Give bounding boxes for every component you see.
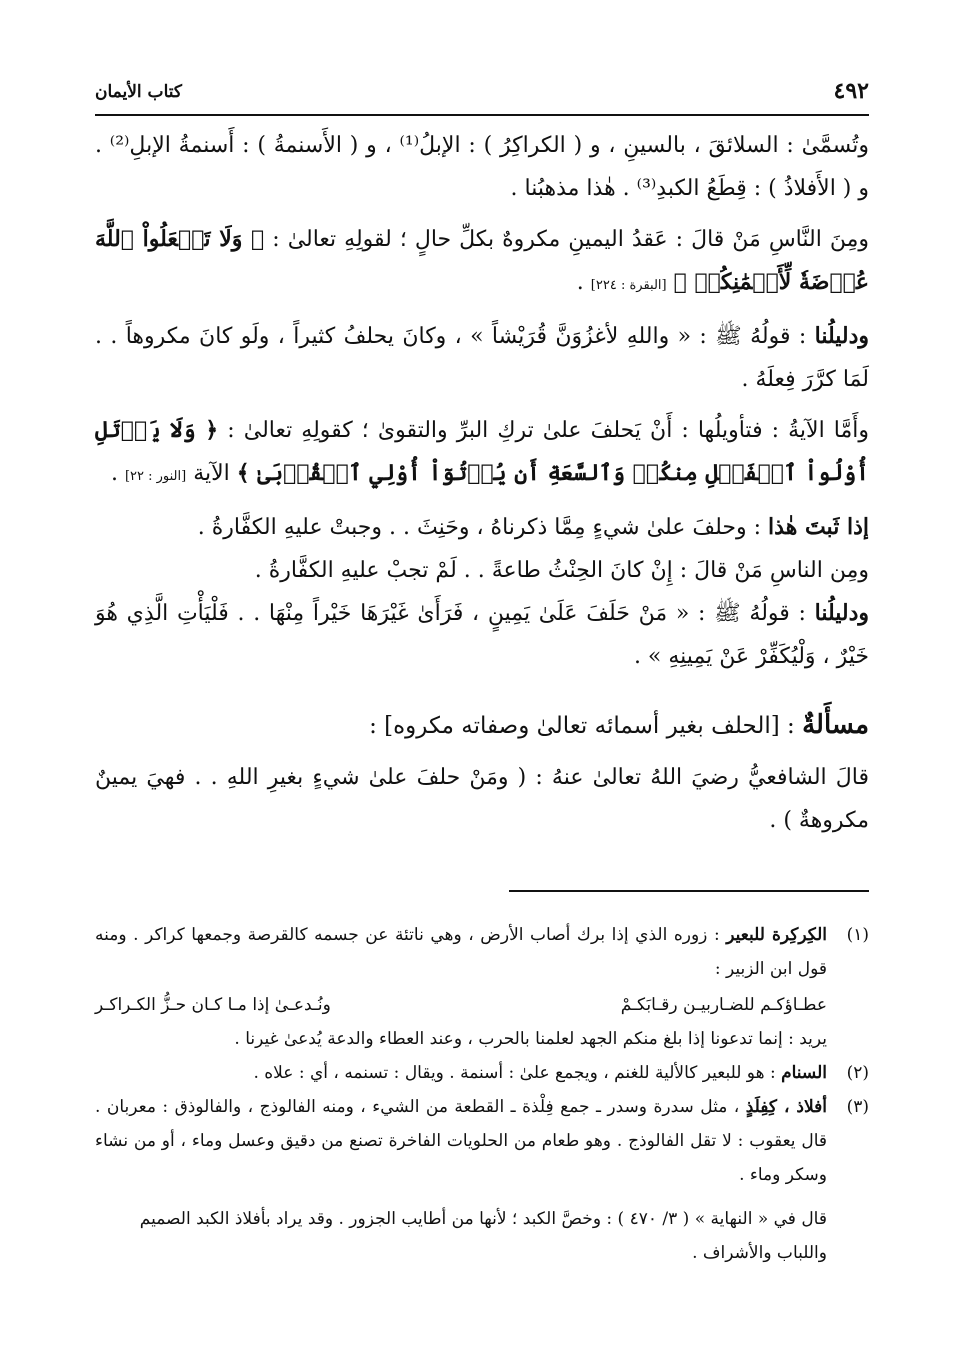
footnote-3-term: أفلاذ ، كِفِلَذٍ <box>745 1097 827 1117</box>
paragraph-4-after: الآية <box>186 461 237 486</box>
paragraph-4 <box>95 409 869 498</box>
paragraph-1-text: وتُسمَّىٰ : السلائقَ ، بالسينِ ، و ( الكراكِرُ ) : الإبلُ⁽¹⁾ ، و ( الأَسنمةُ ) : أَسنمةُ الإبلِ⁽²⁾ . و ( الأَفلاذُ ) : قِطَعُ الكبدِ⁽³⁾ . هٰذا مذهبُنا . <box>95 133 869 201</box>
verse-hemistich-1: عطـاؤكـم للضـاربيـن رقـابَكـمْ <box>620 995 827 1015</box>
paragraph-7-label: ودليلُنا <box>814 600 869 626</box>
footnote-2-term: السنام <box>781 1063 827 1083</box>
paragraph-3-label: ودليلُنا <box>814 323 869 349</box>
paragraph-7-text: : قولُهُ ﷺ : « مَنْ حَلَفَ عَلَىٰ يَمِينٍ ، فَرَأَىٰ غَيْرَهَا خَيْراً مِنْهَا . . فَلْيَأْتِ الَّذِي هُوَ خَيْرٌ ، وَلْيُكَفِّرْ عَنْ يَمِينِهِ » . <box>95 601 869 669</box>
paragraph-4-end: . <box>110 461 125 486</box>
verse-hemistich-2: ونُـدعـىٰ إذا مـا كـان حـزُّ الكـراكـر <box>95 995 331 1015</box>
paragraph-7 <box>95 592 869 678</box>
paragraph-6 <box>95 549 869 592</box>
footnote-1-body <box>95 918 827 986</box>
paragraph-5-text: : وحلفَ علىٰ شيءٍ مِمَّا ذكرناهُ ، وحَنِثَ . . وجبتْ عليهِ الكفَّارةُ . <box>197 515 769 540</box>
running-title: كتاب الأيمان <box>95 82 182 102</box>
paragraph-2-text: ومِنَ النَّاسِ مَنْ قالَ : عَقدُ اليمينِ مكروهٌ بكلِّ حالٍ ؛ لقولِهِ تعالىٰ : <box>272 227 869 252</box>
paragraph-2-end: . <box>576 270 591 295</box>
quran-verse-2: ﴿ وَلَا يَأۡتَلِ أُوْلُواْ ٱلۡفَضۡلِ مِنكُمۡ وَٱلسَّعَةِ أَن يُؤۡتُوٓاْ أُوْلِي ٱلۡقُرۡبَىٰ ﴾ <box>95 417 869 486</box>
masala-label: مسأَلةٌ <box>802 710 869 740</box>
masala-text: قالَ الشافعيُّ رضيَ اللهُ تعالىٰ عنهُ : ( ومَنْ حلفَ علىٰ شيءٍ بغيرِ اللهِ . . فهيَ يمينٌ مكروهةٌ ) . <box>95 765 869 833</box>
page-header <box>95 78 869 112</box>
header-rule <box>95 114 869 116</box>
footnote-3-body <box>95 1090 827 1192</box>
footnote-2-number: (٢) <box>846 1063 869 1083</box>
paragraph-1 <box>95 124 869 210</box>
paragraph-3-text: : قولُهُ ﷺ : « واللهِ لأغزُوَنَّ قُرَيْشاً » ، وكانَ يحلفُ كثيراً ، ولَو كانَ مكروهاً . . لَمَا كرَّرَ فِعلَهُ . <box>95 324 869 392</box>
footnote-1 <box>95 918 869 986</box>
footnote-1-term: الكِركِرة للبعير <box>726 925 827 945</box>
footnote-2-body <box>95 1056 827 1090</box>
masala-paragraph <box>95 756 869 842</box>
paragraph-6-text: ومِن الناسِ مَنْ قالَ : إِنْ كانَ الحِنْثُ طاعةً . . لَمْ تجبْ عليهِ الكفَّارةُ . <box>254 558 869 583</box>
footnote-2-text: : هو للبعير كالألية للغنم ، ويجمع علىٰ : أسنمة . ويقال : تسنمه ، أي : علاه . <box>253 1063 782 1083</box>
footnote-2 <box>95 1056 869 1090</box>
paragraph-2 <box>95 218 869 307</box>
masala-title: : [الحلف بغير أسمائه تعالىٰ وصفاته مكروه] : <box>369 713 803 739</box>
verse-reference-1: [البقرة : ٢٢٤] <box>590 278 667 293</box>
masala-heading <box>95 704 869 748</box>
footnote-1-explanation: يريد : إنما تدعونا إذا بلغ منكم الجهد لعلمنا بالحرب ، وعند العطاء والدعة يُدعىٰ غيرنا . <box>234 1029 827 1049</box>
paragraph-4-text: وأَمَّا الآيةُ : فتأويلُها : أَنْ يَحلفَ علىٰ تركِ البرِّ والتقوىٰ ؛ كقولِهِ تعالىٰ : <box>227 418 869 443</box>
main-text <box>95 124 869 842</box>
footnote-3 <box>95 1090 869 1192</box>
verse-reference-2: [النور : ٢٢] <box>124 469 187 484</box>
footnotes <box>95 918 869 1270</box>
footnote-3-addendum: قال في « النهاية » ( ٣/ ٤٧٠ ) : وخصَّ الكبد ؛ لأنها من أطايب الجزور . وقد يراد بأفلاذ الكبد الصميم واللباب والأشراف . <box>139 1209 827 1263</box>
footnote-1-number: (١) <box>846 925 869 945</box>
paragraph-3 <box>95 315 869 401</box>
footnote-rule <box>509 890 869 892</box>
quran-verse-1: ﴿ وَلَا تَجۡعَلُواْ ٱللَّهَ عُرۡضَةٗ لِّأَيۡمَٰنِكُمۡ ﴾ <box>95 226 869 295</box>
paragraph-5-label: إذا ثَبتَ هٰذا <box>768 514 869 540</box>
footnote-3-number: (٣) <box>846 1097 869 1117</box>
footnote-1-text: : زوره الذي إذا برك أصاب الأرض ، وهي ناتئة عن جسمه كالقرصة وجمعها كراكر . ومنه قول ابن الزبير : <box>95 925 827 979</box>
footnote-3-text: ، مثل سدرة وسدر ـ جمع فِلْذة ـ القطعة من الشيء ، ومنه الفالوذج ، والفالوذق : معربان . قال يعقوب : لا تقل الفالوذج . وهو طعام من الحلويات الفاخرة تصنع من دقيق وعسل وماء ، أو من نشاء وسكر وماء . <box>95 1097 827 1185</box>
page-number: ٤٩٢ <box>833 78 869 104</box>
paragraph-5 <box>95 506 869 549</box>
poetry-verse <box>95 988 827 1022</box>
